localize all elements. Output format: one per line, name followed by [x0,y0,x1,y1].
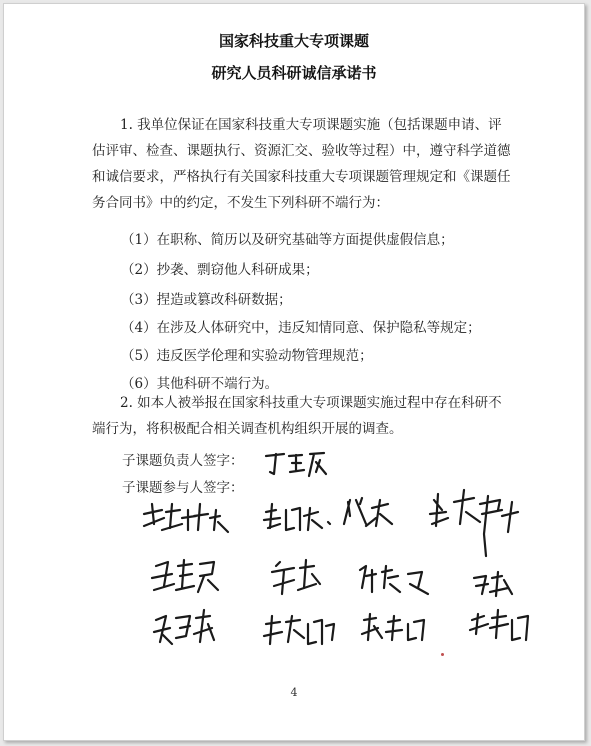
clause-item-3: （3）捏造或篡改科研数据； [121,292,292,308]
signature-hou-hongfei [360,566,428,594]
document-title: 国家科技重大专项课题 [218,32,369,50]
signature-li-qingpeng [264,616,334,644]
signature-guo-peng [264,504,330,530]
signature-sun-luyan [154,610,214,644]
clause-2-paragraph: 2. 如本人被举报在国家科技重大专项课题实施过程中存在科研不端行为，将积极配合相关调查机构组织开展的调查。 [92,395,502,437]
document-subtitle: 研究人员科研诚信承诺书 [211,64,377,82]
ink-mark [441,653,444,656]
signature-guo-zhijun [430,490,518,556]
clause-item-6: （6）其他科研不端行为。 [121,376,279,392]
signature-zhang-chao [474,572,512,596]
signature-dai-dong [344,498,392,526]
clause-item-2: （2）抄袭、剽窃他人科研成果； [121,262,319,278]
leader-signature [266,453,326,476]
participant-signature-label: 子课题参与人签字： [122,480,244,496]
page-number: 4 [290,686,298,699]
signature-pei-yulin [144,504,228,532]
clause-item-5: （5）违反医学伦理和实验动物管理规范； [121,348,373,364]
handwritten-signatures [4,4,584,740]
signature-zhao-lili [362,614,424,640]
leader-signature-label: 子课题负责人签字： [122,453,244,469]
signature-lu-yuliang [152,560,218,592]
document-page [3,3,585,741]
clause-item-4: （4）在涉及人体研究中，违反知情同意、保护隐私等规定； [121,320,481,336]
signature-meng-chunli [470,610,528,640]
signature-song-ting [272,560,320,594]
clause-1-paragraph: 1. 我单位保证在国家科技重大专项课题实施（包括课题申请、评估评审、检查、课题执行、资源汇交、验收等过程）中，遵守科学道德和诚信要求，严格执行有关国家科技重大专项课题管理规定和《课题任务合同书》中的约定，不发生下列科研不端行为： [92,117,511,211]
clause-item-1: （1）在职称、简历以及研究基础等方面提供虚假信息； [121,232,454,248]
